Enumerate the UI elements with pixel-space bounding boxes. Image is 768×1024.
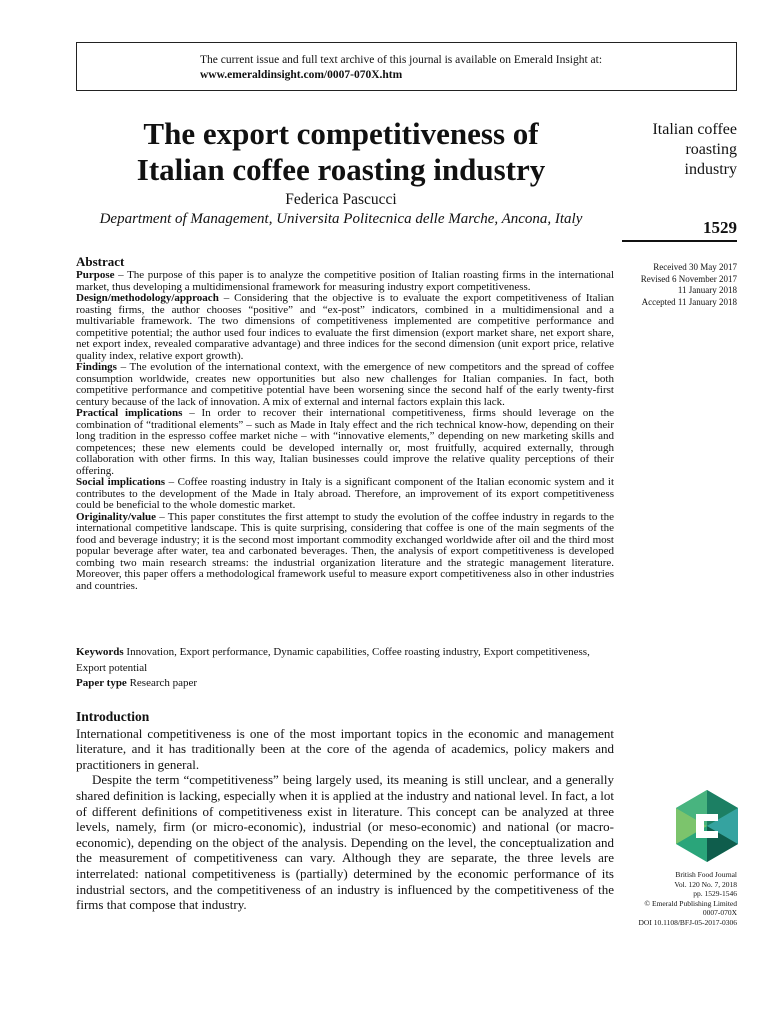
title-line-2: Italian coffee roasting industry bbox=[136, 152, 546, 187]
section-label: Design/methodology/approach bbox=[76, 292, 219, 304]
date-revised-2: 11 January 2018 bbox=[677, 285, 737, 295]
abstract-heading: Abstract bbox=[76, 254, 125, 269]
date-revised: Revised 6 November 2017 bbox=[640, 273, 737, 284]
abstract-social bbox=[76, 477, 614, 512]
abstract-design bbox=[76, 293, 614, 362]
introduction-heading: Introduction bbox=[76, 709, 150, 724]
author-affiliation: Department of Management, Universita Politecnica delle Marche, Ancona, Italy bbox=[99, 211, 583, 227]
paper-title bbox=[76, 116, 606, 188]
journal-notice-box bbox=[76, 42, 737, 91]
section-text: – In order to recover their international competitiveness, firms should leverage on the combination of “traditional elements” – such as Made in Italy effect and the rich technical know-how, depending on their long tradition in the espresso coffee market niche – with “innovative elements,” depending on new marketing skills and competences; these new elements could be developed internally or, most fruitfully, acquired externally, through collaboration with other firms. In this way, Italian businesses could improve the relative quality perceptions of their offering. bbox=[76, 407, 614, 477]
journal-publisher: © Emerald Publishing Limited bbox=[644, 898, 737, 908]
keywords bbox=[76, 645, 614, 676]
journal-name: British Food Journal bbox=[675, 870, 737, 879]
section-text: – The purpose of this paper is to analyze the competitive position of Italian roasting firms in the international market, thus developing a multidimensional framework for measuring industry export competitiveness. bbox=[76, 269, 614, 293]
intro-paragraph: International competitiveness is one of the most important topics in the economic and management literature, and it has traditionally been at the core of the agenda of academics, policy makers and practitioners in general. bbox=[76, 725, 614, 772]
journal-info bbox=[607, 870, 737, 927]
journal-doi[interactable]: DOI 10.1108/BFJ-05-2017-0306 bbox=[638, 917, 737, 927]
page-number-rule bbox=[622, 240, 737, 242]
section-text: – Coffee roasting industry in Italy is a significant component of the Italian economic system and it contributes to the development of the Made in Italy abroad. Therefore, an improvement of its export competitiveness could be beneficial to the whole domestic market. bbox=[76, 476, 614, 511]
paper-type bbox=[76, 676, 197, 690]
article-dates bbox=[597, 262, 737, 308]
abstract bbox=[76, 254, 614, 592]
abstract-practical bbox=[76, 408, 614, 477]
date-received: Received 30 May 2017 bbox=[653, 262, 737, 272]
emerald-logo-icon bbox=[676, 790, 738, 862]
notice-text: The current issue and full text archive of this journal is available on Emerald Insight at: bbox=[200, 54, 603, 66]
date-accepted: Accepted 11 January 2018 bbox=[641, 296, 737, 307]
running-title-line: industry bbox=[684, 161, 737, 178]
section-text: – This paper constitutes the first attempt to study the evolution of the coffee industry in regards to the international competitive landscape. This is quite surprising, considering that coffee is one of the main segments of the food and beverage industry; it is the second most important commodity exchanged worldwide after oil and the third most popular beverage after water, tea and carbonated beverages. Then, the analysis of export competitiveness is developed combing two main research streams: the industrial organization literature and the strategic management literature. Moreover, this paper offers a methodological framework useful to measure export competitiveness also in other industries and countries. bbox=[76, 510, 614, 592]
paper-type-label: Paper type bbox=[76, 677, 127, 689]
keywords-label: Keywords bbox=[76, 646, 124, 658]
introduction-section bbox=[76, 709, 614, 913]
section-label: Social implications bbox=[76, 476, 166, 488]
section-label: Findings bbox=[76, 361, 117, 373]
journal-volume: Vol. 120 No. 7, 2018 bbox=[674, 879, 737, 889]
paper-type-value: Research paper bbox=[126, 677, 198, 689]
journal-url-link[interactable]: www.emeraldinsight.com/0007-070X.htm bbox=[200, 69, 403, 81]
running-title bbox=[607, 120, 737, 180]
journal-pages: pp. 1529-1546 bbox=[693, 889, 737, 898]
abstract-originality bbox=[76, 512, 614, 593]
section-label: Originality/value bbox=[76, 510, 157, 523]
running-title-line: Italian coffee bbox=[652, 121, 737, 138]
intro-paragraph: Despite the term “competitiveness” being largely used, its meaning is still unclear, and a generally shared definition is lacking, especially when it is applied at the industry and national level. In fact, a lot of different definitions of competitiveness exist in literature. This concept can be analyzed at three levels, namely, firm (or micro-economic), industrial (or meso-economic) and national (or macro-economic), depending on the object of the analysis. Depending on the level, the conceptualization and the measurement of competitiveness can vary. Although they are separate, the three levels are interrelated: national competitiveness is (partially) determined by the economic performance of its industrial sectors, and the competitiveness of an industry is influenced by the competitiveness of the firms that compose that industry. bbox=[76, 772, 614, 913]
section-label: Practical implications bbox=[76, 407, 183, 419]
author-name: Federica Pascucci bbox=[285, 191, 397, 208]
title-line-1: The export competitiveness of bbox=[143, 116, 539, 151]
abstract-findings bbox=[76, 362, 614, 408]
section-text: – The evolution of the international context, with the emergence of new competitors and the spread of coffee consumption worldwide, creates new opportunities but also new challenges for Italian companies. In fact, both competitive performance and competitive potential have been worsening since the second half of the early twenty-first century because of the lack of innovation. A mix of external and internal factors explain this lack. bbox=[76, 361, 614, 408]
abstract-purpose bbox=[76, 270, 614, 293]
page-number: 1529 bbox=[703, 218, 737, 237]
section-label: Purpose bbox=[76, 269, 115, 281]
journal-issn: 0007-070X bbox=[702, 908, 737, 917]
section-text: – Considering that the objective is to evaluate the export competitiveness of Italian roasting firms, the author chooses “positive” and “ex-post” indicators, combined in a multidimensional and a multivariable framework. The two dimensions of competitiveness implemented are competitive performance and competitive potential; the author used four indices to evaluate the first dimension (export market share, net export share, net export index, revealed comparative advantage) and three indices for the second dimension (unit export price, relative quality index, relative export growth). bbox=[76, 292, 614, 362]
keywords-text: Innovation, Export performance, Dynamic capabilities, Coffee roasting industry, Export competitiveness, Export potential bbox=[76, 646, 590, 674]
running-title-line: roasting bbox=[685, 141, 737, 158]
